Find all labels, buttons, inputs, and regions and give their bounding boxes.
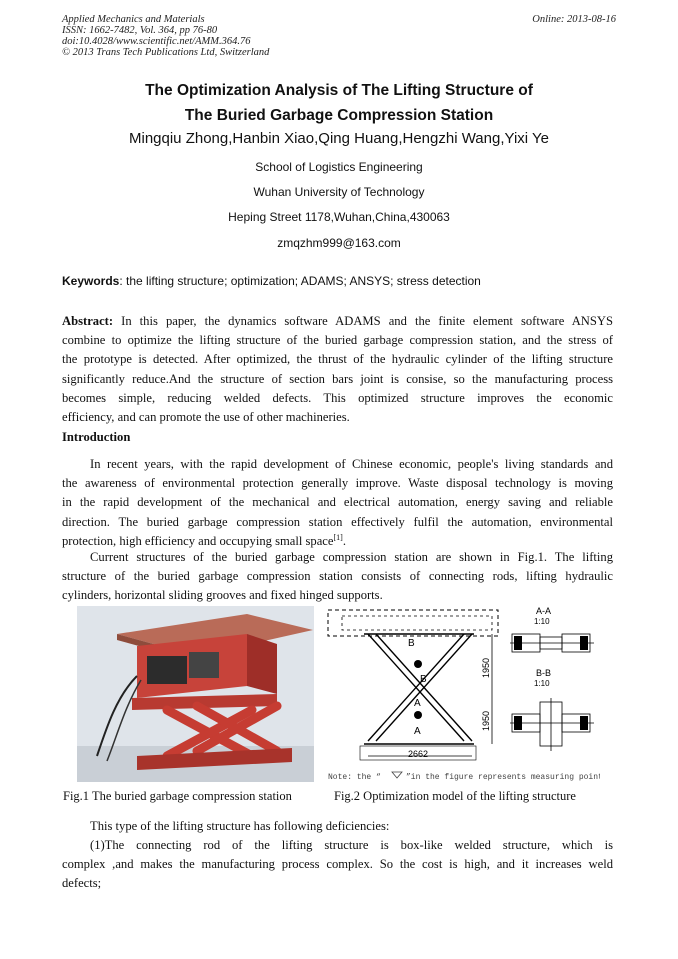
publication-header: [62, 14, 269, 58]
copyright-line: © 2013 Trans Tech Publications Ltd, Switzerland: [62, 47, 270, 58]
abstract-line: the prototype is detected. After optimized, the thrust of the hydraulic cylinder of the lifting structure: [62, 352, 613, 367]
intro-paragraph-1: [62, 455, 613, 551]
paper-title-line1: The Optimization Analysis of The Lifting Structure of: [145, 82, 533, 99]
label-b-bottom: B: [420, 674, 427, 685]
affiliation-school: School of Logistics Engineering: [255, 160, 423, 174]
deficiency-line: complex ,and makes the manufacturing process complex. So the cost is high, and it increases weld: [62, 857, 613, 872]
deficiency-line: (1)The connecting rod of the lifting structure is box-like welded structure, which is: [90, 838, 613, 852]
figure-note-prefix: Note: the “: [328, 773, 381, 782]
section-aa-label: A-A: [536, 606, 552, 616]
keywords-label: Keywords: [62, 274, 120, 288]
abstract: [62, 312, 613, 427]
intro-line: Current structures of the buried garbage compression station are shown in Fig.1. The lifting: [90, 550, 613, 564]
deficiency-1: [62, 836, 613, 894]
abstract-line: combine to optimize the lifting structure of the buried garbage compression station, and the stress of: [62, 333, 613, 348]
affiliation-university: Wuhan University of Technology: [253, 185, 425, 199]
deficiency-line: defects;: [62, 876, 102, 891]
online-date: Online: 2013-08-16: [532, 14, 616, 25]
intro-line: In recent years, with the rapid development of Chinese economic, people's living standards and: [90, 457, 613, 471]
abstract-line: efficiency, and can promote the use of other machineries.: [62, 409, 350, 424]
keywords: [62, 274, 481, 288]
authors: Mingqiu Zhong,Hanbin Xiao,Qing Huang,Hengzhi Wang,Yixi Ye: [129, 130, 549, 147]
affiliation-address: Heping Street 1178,Wuhan,China,430063: [228, 210, 450, 224]
label-a-top: A: [414, 698, 421, 709]
dim-1950-top: 1950: [481, 657, 491, 678]
citation-ref[interactable]: [1]: [333, 532, 343, 542]
label-a-bottom: A: [414, 726, 421, 737]
section-bb-scale: 1:10: [534, 679, 550, 688]
intro-line: protection, high efficiency and occupying small space[1].: [62, 532, 346, 548]
issn-line: ISSN: 1662-7482, Vol. 364, pp 76-80: [62, 25, 218, 36]
figure-1-photo: [77, 606, 314, 782]
intro-line: in the rapid development of the mechanical and electrical automation, energy saving and reliable: [62, 495, 613, 510]
intro-line: cylinders, horizontal sliding grooves and fixed hinged supports.: [62, 588, 383, 603]
section-bb-label: B-B: [536, 668, 552, 678]
lifting-structure-drawing: [324, 606, 600, 786]
label-b-top: B: [408, 638, 415, 649]
abstract-label: Abstract:: [62, 314, 114, 328]
figure-2-caption: Fig.2 Optimization model of the lifting structure: [334, 789, 576, 803]
doi-line: doi:10.4028/www.scientific.net/AMM.364.76: [62, 36, 251, 47]
compression-station-illustration: [77, 606, 314, 782]
hinge-a-icon: [414, 711, 422, 719]
intro-paragraph-2: [62, 548, 613, 606]
deficiencies-intro: This type of the lifting structure has following deficiencies:: [90, 819, 390, 833]
keywords-text: : the lifting structure; optimization; ADAMS; ANSYS; stress detection: [119, 274, 481, 288]
dim-1950-bottom: 1950: [481, 710, 491, 731]
journal-name: Applied Mechanics and Materials: [62, 14, 205, 25]
paper-title-line2: The Buried Garbage Compression Station: [184, 107, 494, 124]
abstract-line: significantly reduce.And the structure of section bars joint is consise, so the manufacturing process: [62, 371, 613, 386]
dim-2662: 2662: [408, 749, 429, 759]
measuring-point-icon: [392, 772, 402, 778]
intro-line: structure of the buried garbage compression station consists of connecting rods, lifting hydraulic: [62, 569, 613, 584]
abstract-line: becomes simple, reducing welded defects. This optimized structure improves the economic: [62, 390, 613, 405]
intro-line: direction. The buried garbage compression station effectively fulfil the automation, environmental: [62, 514, 613, 529]
hinge-b-icon: [414, 660, 422, 668]
figure-2-drawing: [324, 606, 600, 786]
section-aa-scale: 1:10: [534, 617, 550, 626]
abstract-line: Abstract: In this paper, the dynamics software ADAMS and the finite element software ANSYS: [62, 314, 613, 328]
section-heading-introduction: Introduction: [62, 430, 131, 444]
author-email: zmqzhm999@163.com: [277, 236, 401, 250]
intro-line: the awareness of environmental protection generally improve. Waste disposal technology is moving: [62, 476, 613, 491]
figure-1-caption: Fig.1 The buried garbage compression station: [63, 789, 292, 803]
figure-note-suffix: ”in the figure represents measuring point: [406, 773, 600, 782]
